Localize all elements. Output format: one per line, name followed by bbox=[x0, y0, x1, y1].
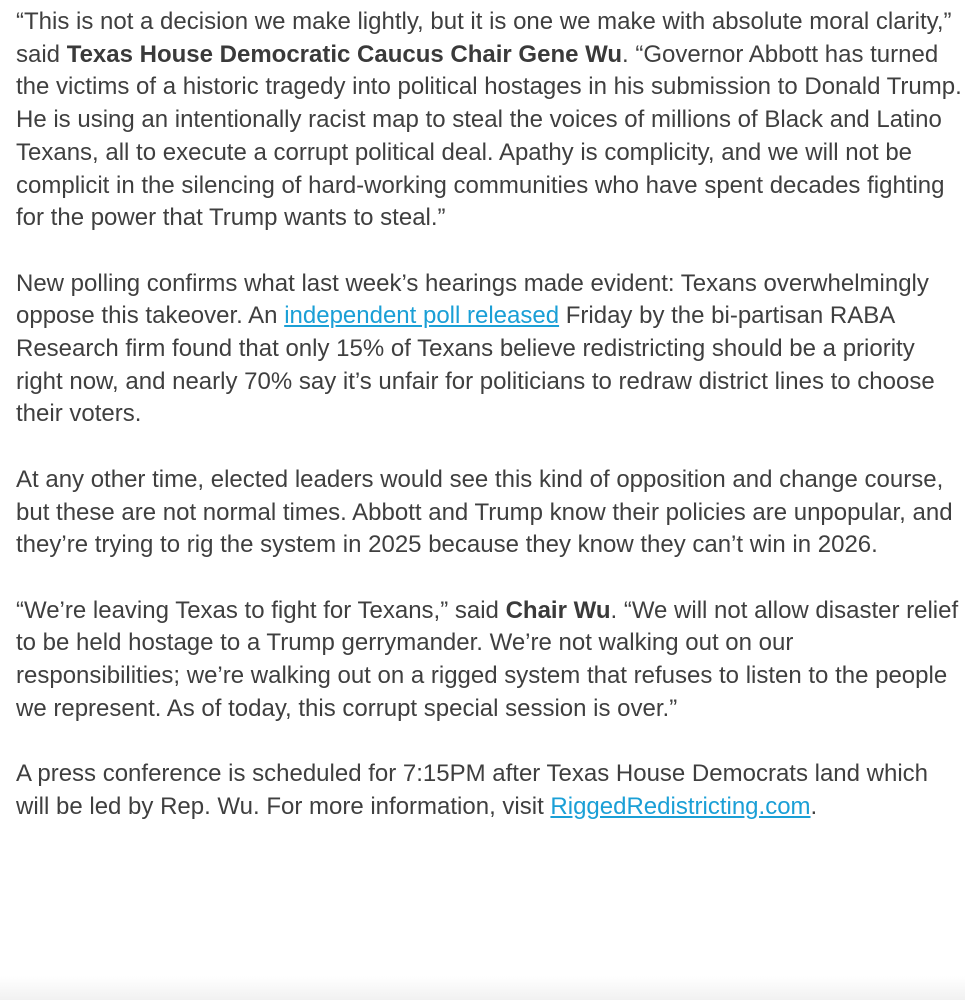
speaker-name-bold: Chair Wu bbox=[505, 596, 611, 624]
paragraph-text: “We’re leaving Texas to fight for Texans,” said bbox=[16, 596, 506, 624]
rigged-redistricting-link[interactable]: RiggedRedistricting.com bbox=[550, 792, 811, 820]
paragraph-text: “This is not a decision we make lightly, but it is one we make with absolute moral clarity,” said bbox=[16, 8, 952, 68]
independent-poll-link[interactable]: independent poll released bbox=[284, 302, 560, 330]
paragraph-text: New polling confirms what last week’s hearings made evident: Texans overwhelmingly oppose this takeover. An bbox=[16, 269, 929, 330]
paragraph-leaving-texas bbox=[16, 595, 962, 726]
bottom-fade bbox=[0, 976, 965, 1000]
paragraph-text: A press conference is scheduled for 7:15PM after Texas House Democrats land which will be led by Rep. Wu. For more information, visit bbox=[16, 760, 929, 820]
paragraph-text: At any other time, elected leaders would see this kind of opposition and change course, but these are not normal times. Abbott and Trump know their policies are unpopular, and they’re trying to rig the system in 2025 because they know they can’t win in 2026. bbox=[16, 465, 953, 559]
speaker-name-bold: Texas House Democratic Caucus Chair Gene Wu bbox=[66, 40, 622, 68]
paragraph-wu-quote bbox=[16, 6, 962, 235]
paragraph-press-conference bbox=[16, 758, 962, 823]
paragraph-text: . “We will not allow disaster relief to be held hostage to a Trump gerrymander. We’re not walking out on our responsibilities; we’re walking out on a rigged system that refuses to listen to the people we represent. As of today, this corrupt special session is over.” bbox=[16, 596, 959, 722]
press-release-body bbox=[16, 6, 962, 824]
paragraph-text: . “Governor Abbott has turned the victims of a historic tragedy into political hostages in his submission to Donald Trump. He is using an intentionally racist map to steal the voices of millions of Black and Latino Texans, all to execute a corrupt political deal. Apathy is complicity, and we will not be complicit in the silencing of hard-working communities who have spent decades fighting for the power that Trump wants to steal.” bbox=[16, 40, 962, 232]
paragraph-opposition bbox=[16, 464, 962, 562]
paragraph-polling bbox=[16, 268, 962, 432]
paragraph-text: . bbox=[810, 792, 818, 820]
paragraph-text: Friday by the bi-partisan RABA Research firm found that only 15% of Texans believe redistricting should be a priority right now, and nearly 70% say it’s unfair for politicians to redraw district lines to choose their voters. bbox=[16, 302, 935, 428]
